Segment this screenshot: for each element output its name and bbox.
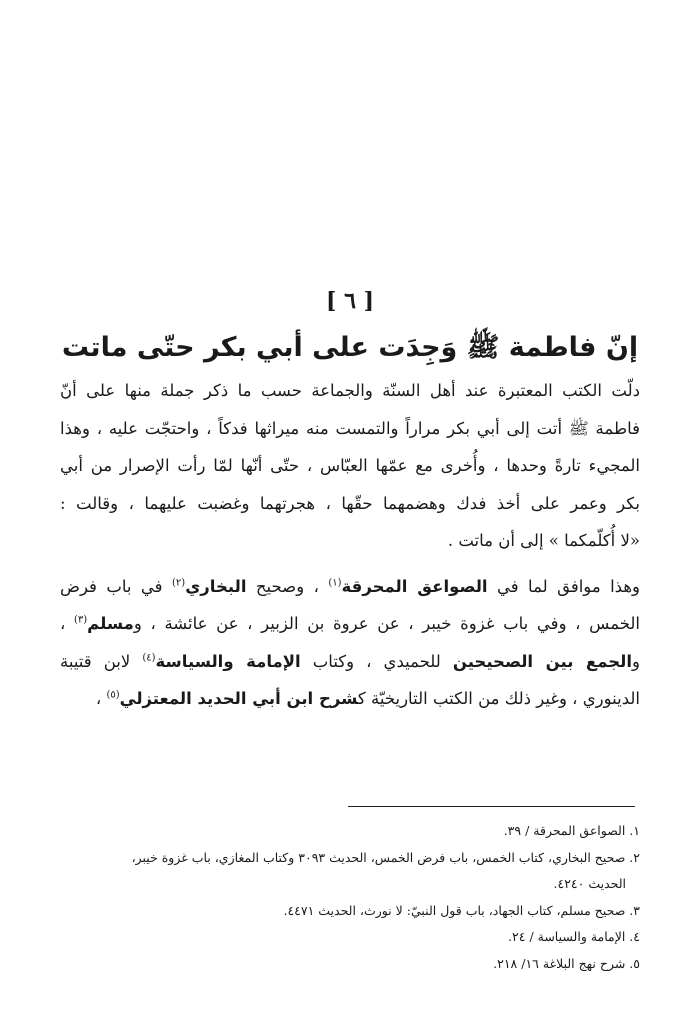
paragraph2-line: [60, 680, 640, 718]
footnotes: [60, 818, 640, 977]
text-run: لابن قتيبة: [60, 651, 143, 671]
citation-sharh: شرح ابن أبي الحديد المعتزلي: [119, 689, 358, 708]
footnote-3: ٣. صحيح مسلم، كتاب الجهاد، باب قول النبيّ: لا نورث، الحديث ٤٤٧١.: [283, 902, 640, 918]
citation-sawaiq: الصواعق المحرقة: [341, 576, 488, 596]
footnote-ref-4[interactable]: (٤): [142, 652, 156, 663]
text-run: للحميدي ، وكتاب: [300, 651, 453, 671]
footnote-2-continued: الحديث ٤٢٤٠.: [553, 876, 626, 891]
text-run: الخمس ، وفي باب غزوة خيبر ، عن عروة بن الزبير ، عن عائشة ، و: [133, 614, 640, 633]
text-run: وهذا موافق لما في: [487, 576, 640, 596]
footnote-1: ١. الصواعق المحرقة / ٣٩.: [503, 823, 640, 838]
footnote-2: ٢. صحيح البخاري، كتاب الخمس، باب فرض الخمس، الحديث ٣٠٩٣ وكتاب المغازي، باب غزوة خيبر،: [131, 849, 640, 865]
paragraph1-line: «لا أُكلّمكما » إلى أن ماتت .: [447, 531, 640, 550]
paragraph1-line: المجيء تارةً وحدها ، وأُخرى مع عمّها العبّاس ، حتّى أنّها لمّا رأت الإصرار من أبي: [60, 456, 640, 475]
body-text: [60, 372, 640, 718]
paragraph2-line: [60, 568, 640, 606]
text-run: ،: [60, 614, 74, 633]
citation-jam: الجمع بين الصحيحين: [452, 651, 633, 671]
paragraph1-line: دلّت الكتب المعتبرة عند أهل السنّة والجماعة حسب ما ذكر جملة منها على أنّ: [60, 381, 640, 400]
text-run: و: [632, 651, 640, 671]
text-run: في باب فرض: [60, 576, 172, 596]
footnote-4: ٤. الإمامة والسياسة / ٢٤.: [508, 929, 640, 944]
footnote-ref-2[interactable]: (٢): [172, 577, 186, 588]
text-run: الدينوري ، وغير ذلك من الكتب التاريخيّة ك: [357, 689, 640, 708]
chapter-title: إنّ فاطمة ﷺ وَجِدَت على أبي بكر حتّى ماتت: [61, 332, 639, 363]
citation-muslim: مسلم: [87, 614, 134, 633]
footnote-ref-3[interactable]: (٣): [73, 614, 88, 626]
paragraph1-line: بكر وعمر على أخذ فدك وهضمهما حقّها ، هجرتهما وغضبت عليهما ، وقالت :: [60, 493, 640, 513]
paragraph1-line: فاطمة ﷺ أتت إلى أبي بكر مراراً والتمست منه ميراثها فدكاً ، واحتجّت عليه ، وهذا: [60, 418, 640, 438]
text-run: ،: [95, 689, 107, 708]
citation-bukhari: البخاري: [185, 576, 247, 596]
paragraph2-line: [60, 643, 640, 681]
footnote-ref-1[interactable]: (١): [328, 577, 342, 588]
footnote-divider: [348, 806, 635, 807]
paragraph2-line: [60, 605, 640, 643]
chapter-number: [ ٦ ]: [326, 288, 374, 314]
footnote-ref-5[interactable]: (٥): [106, 689, 120, 701]
text-run: ، وصحيح: [246, 576, 329, 596]
citation-imama: الإمامة والسياسة: [155, 651, 301, 671]
footnote-5: ٥. شرح نهج البلاغة ١٦/ ٢١٨.: [493, 955, 640, 971]
